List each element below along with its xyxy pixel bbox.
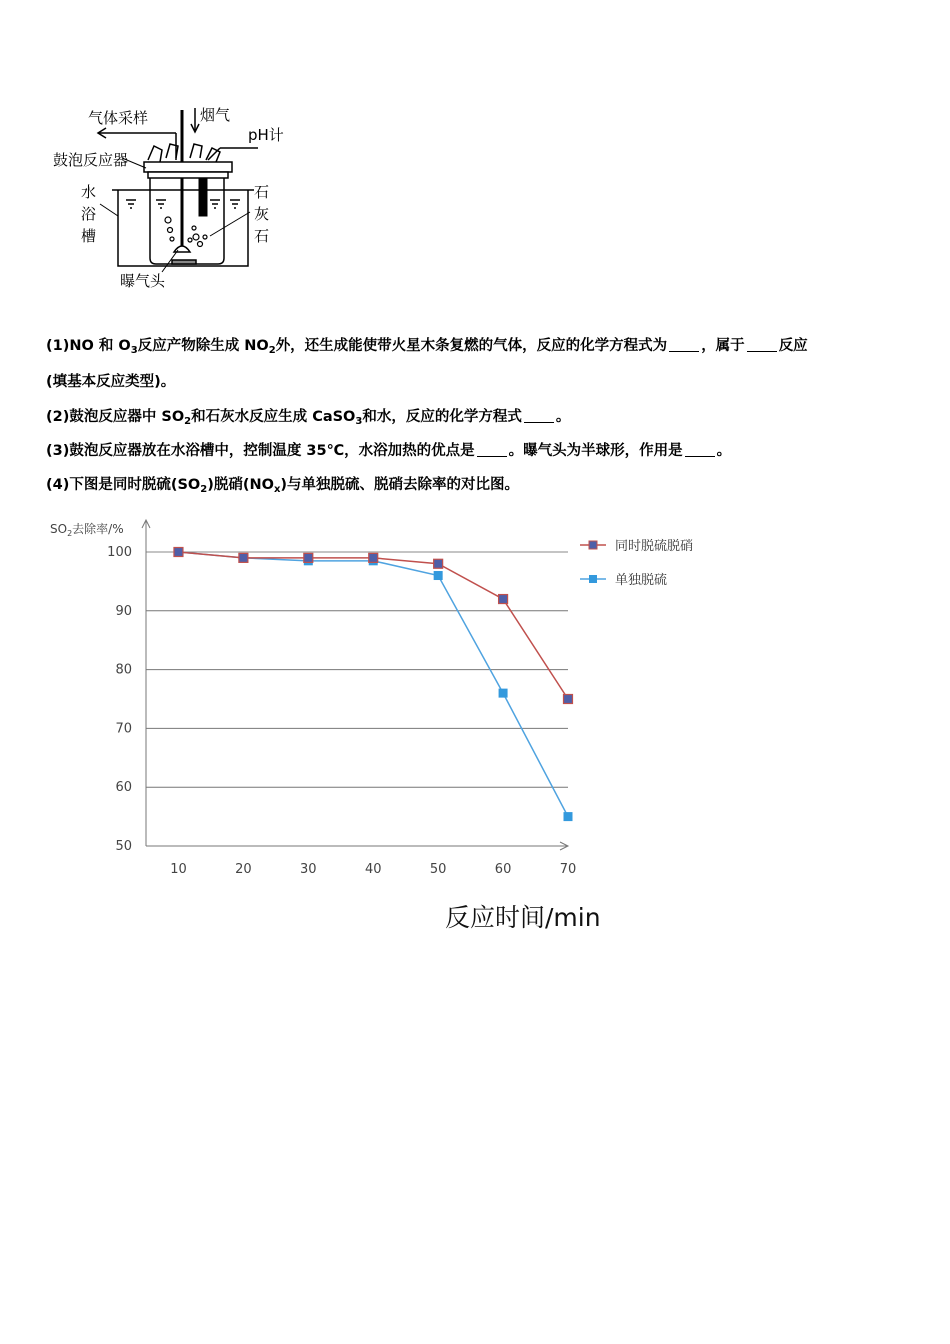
x-tick-label: 70 <box>559 862 577 877</box>
label-gas-sampling: 气体采样 <box>88 109 149 127</box>
legend-marker <box>589 541 597 549</box>
data-point <box>369 553 378 562</box>
apparatus-diagram <box>50 100 300 295</box>
answer-blank[interactable] <box>477 442 507 457</box>
chart-legend <box>580 538 693 588</box>
y-tick-label: 90 <box>115 603 132 619</box>
chart-axes <box>142 520 568 850</box>
answer-blank[interactable] <box>685 442 715 457</box>
label-aerator-head: 曝气头 <box>120 272 166 290</box>
legend-label: 同时脱硫脱硝 <box>615 539 694 554</box>
label-limestone-1: 石 <box>254 183 270 201</box>
label-water-bath-1: 水 <box>81 183 97 201</box>
series-line <box>178 552 568 699</box>
x-axis-label: 反应时间/min <box>445 903 601 932</box>
data-point <box>239 553 248 562</box>
y-tick-labels <box>107 545 132 854</box>
series-lines <box>178 552 568 817</box>
data-point <box>434 571 443 580</box>
label-flue-gas: 烟气 <box>200 106 231 124</box>
removal-rate-chart <box>40 512 720 942</box>
label-water-bath-3: 槽 <box>81 227 97 245</box>
legend-marker <box>589 575 597 583</box>
question-1-line-1: (1)NO 和 $O_3$反应产物除生成 $NO_2$外，还生成能使带火星木条复燃的气体，反应的化学方程式为 ，属于 反应 <box>46 338 808 356</box>
y-tick-label: 70 <box>115 721 132 737</box>
data-point <box>499 689 508 698</box>
y-tick-label: 60 <box>115 780 132 796</box>
chart-grid <box>146 552 568 787</box>
answer-blank[interactable] <box>747 337 777 352</box>
label-limestone-2: 灰 <box>254 205 270 223</box>
question-3: (3)鼓泡反应器放在水浴槽中，控制温度 35℃，水浴加热的优点是 。曝气头为半球形，作用是 。 <box>46 443 732 459</box>
aerator-head <box>174 246 190 252</box>
label-limestone-3: 石 <box>254 227 270 245</box>
y-tick-label: 80 <box>115 662 132 678</box>
reactor-lid <box>144 162 232 178</box>
answer-blank[interactable] <box>669 337 699 352</box>
y-axis-label: $SO_2$去除率/% <box>50 522 124 538</box>
y-tick-label: 50 <box>115 839 132 854</box>
x-tick-label: 40 <box>364 862 382 877</box>
data-point <box>434 559 443 568</box>
x-tick-label: 50 <box>429 862 447 877</box>
label-bubbling-reactor: 鼓泡反应器 <box>53 151 129 169</box>
label-water-bath-2: 浴 <box>81 205 97 223</box>
data-point <box>304 553 313 562</box>
question-1-line-2: (填基本反应类型)。 <box>46 374 176 390</box>
x-tick-label: 30 <box>300 862 317 877</box>
series-markers <box>174 548 573 822</box>
y-tick-label: 100 <box>107 545 132 560</box>
data-point <box>174 548 183 557</box>
data-point <box>564 812 573 821</box>
x-tick-label: 60 <box>494 862 512 877</box>
x-tick-label: 10 <box>170 862 187 877</box>
question-2: (2)鼓泡反应器中 $SO_2$和石灰水反应生成 CaSO$_3$和水，反应的化学方程式 。 <box>46 409 571 427</box>
data-point <box>564 695 573 704</box>
series-line <box>178 552 568 817</box>
bubbles <box>165 217 207 247</box>
legend-label: 单独脱硫 <box>615 573 668 588</box>
ph-meter-probe <box>199 148 258 216</box>
question-4: (4)下图是同时脱硫$(SO_2)$脱硝$(NO_x)$与单独脱硫、脱硝去除率的对比图。 <box>46 477 520 495</box>
data-point <box>499 595 508 604</box>
x-tick-label: 20 <box>235 862 252 877</box>
label-ph-meter: pH计 <box>248 126 284 144</box>
x-tick-labels <box>170 862 576 877</box>
answer-blank[interactable] <box>524 408 554 423</box>
